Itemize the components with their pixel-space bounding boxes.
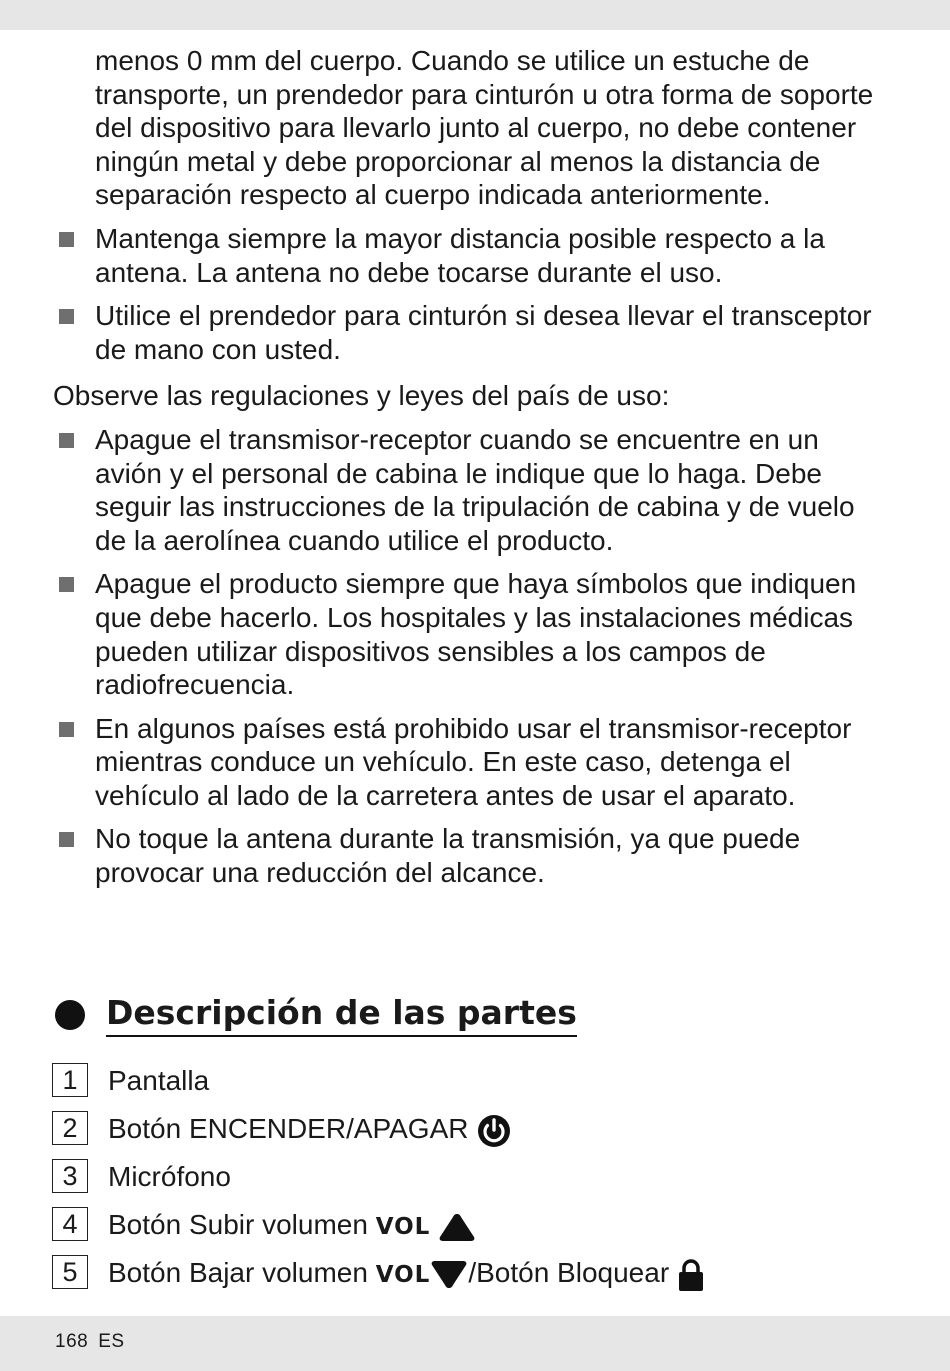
bullet-square-icon: [59, 309, 74, 324]
page-number: 168: [55, 1331, 89, 1352]
triangle-down-icon: [430, 1260, 468, 1290]
list-item: Utilice el prendedor para cinturón si desea llevar el transceptor de mano con usted.: [95, 299, 885, 366]
part-number: 4: [52, 1207, 88, 1241]
section-title: Descripción de las partes: [106, 993, 577, 1037]
list-item: Mantenga siempre la mayor distancia posible respecto a la antena. La antena no debe tocarse durante el uso.: [95, 222, 885, 289]
lock-icon: [677, 1258, 705, 1292]
footer-text: [55, 1331, 135, 1353]
bullet-square-icon: [59, 832, 74, 847]
footer-bar: [0, 1316, 950, 1371]
page-content: [0, 44, 950, 890]
bullet-square-icon: [59, 433, 74, 448]
list-item: Apague el transmisor-receptor cuando se encuentre en un avión y el personal de cabina le indique que lo haga. Debe seguir las instrucciones de la tripulación de cabina y de vuelo de la aerolínea cuando utilice el producto.: [95, 423, 885, 557]
bullet-list-2: [0, 423, 950, 890]
part-label: Botón Subir volumen VOL: [108, 1207, 476, 1245]
intro-paragraph: Observe las regulaciones y leyes del país de uso:: [53, 380, 670, 412]
triangle-up-icon: [438, 1212, 476, 1242]
part-number: 1: [52, 1063, 88, 1097]
bullet-square-icon: [59, 577, 74, 592]
bullet-list-1: [0, 222, 950, 366]
language-code: ES: [98, 1331, 125, 1352]
part-label: Micrófono: [108, 1161, 231, 1192]
top-bar: [0, 0, 950, 30]
part-number: 2: [52, 1111, 88, 1145]
power-icon: [476, 1113, 512, 1149]
part-number: 5: [52, 1255, 88, 1289]
list-item: Apague el producto siempre que haya símbolos que indiquen que debe hacerlo. Los hospitales y las instalaciones médicas pueden utilizar dispositivos sensibles a los campos de radiofrecuencia.: [95, 567, 885, 701]
part-number: 3: [52, 1159, 88, 1193]
continuation-paragraph: menos 0 mm del cuerpo. Cuando se utilice un estuche de transporte, un prendedor para cinturón u otra forma de soporte del dispositivo para llevarlo junto al cuerpo, no debe contener ningún metal y debe proporcionar al menos la distancia de separación respecto al cuerpo indicada anteriormente.: [95, 45, 874, 211]
section-bullet-icon: [55, 1000, 85, 1030]
part-label: Botón Bajar volumen VOL /Botón Bloquear: [108, 1255, 705, 1293]
vol-label: VOL: [375, 1262, 431, 1288]
part-label: Botón ENCENDER/APAGAR: [108, 1111, 512, 1149]
bullet-square-icon: [59, 722, 74, 737]
part-label: Pantalla: [108, 1065, 210, 1096]
list-item: En algunos países está prohibido usar el transmisor-receptor mientras conduce un vehículo. En este caso, detenga el vehículo al lado de la carretera antes de usar el aparato.: [95, 712, 885, 813]
list-item: No toque la antena durante la transmisión, ya que puede provocar una reducción del alcance.: [95, 822, 885, 889]
bullet-square-icon: [59, 232, 74, 247]
vol-label: VOL: [375, 1214, 431, 1240]
